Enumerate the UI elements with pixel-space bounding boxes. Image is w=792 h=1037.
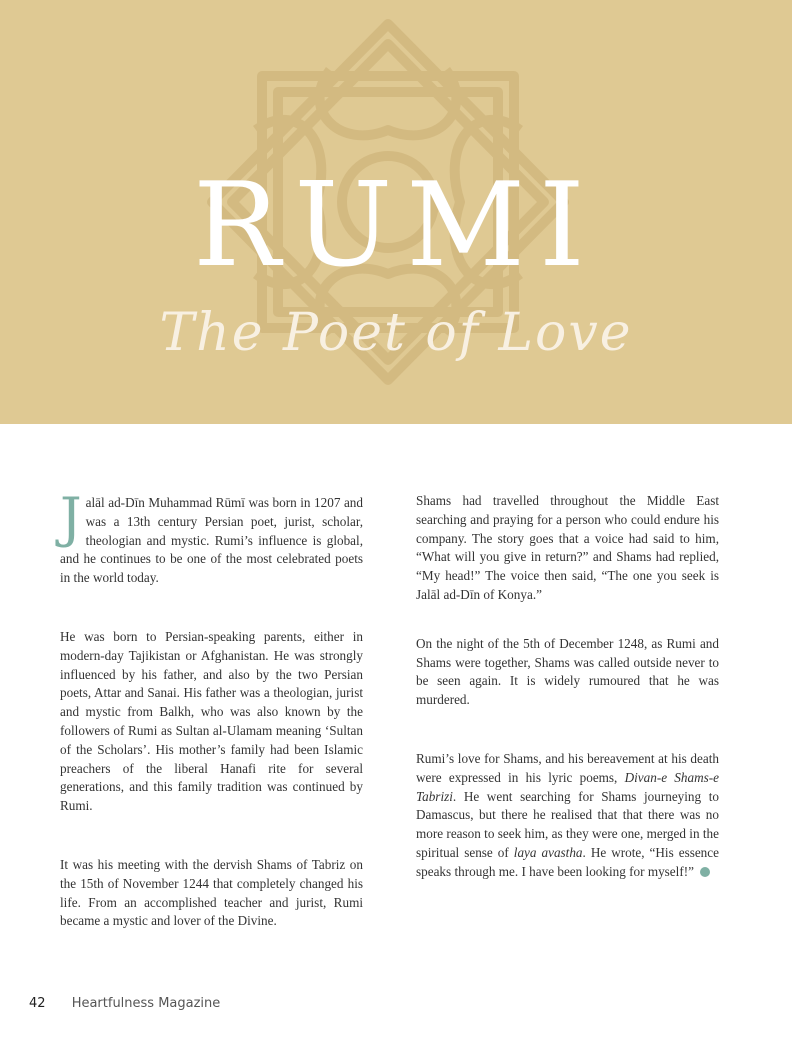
hero-banner <box>0 0 792 424</box>
article-right-column <box>416 492 719 882</box>
paragraph-text: alāl ad-Dīn Muhammad Rūmī was born in 1207 and was a 13th century Persian poet, jurist, scholar, theologian and mystic. Rumi’s influence is global, and he continues to be one of the most celebrated poets in the world today. <box>60 495 363 586</box>
publication-name: Heartfulness Magazine <box>71 996 221 1011</box>
article-left-column <box>60 486 363 931</box>
page-title: RUMI <box>193 158 599 293</box>
paragraph: It was his meeting with the dervish Shams of Tabriz on the 15th of November 1244 that completely changed his life. From an accomplished teacher and jurist, Rumi became a mystic and lover of the Divine. <box>60 856 363 929</box>
paragraph <box>60 486 363 588</box>
term-italic: laya avastha <box>513 844 583 860</box>
drop-cap: J <box>60 486 82 549</box>
paragraph: He was born to Persian-speaking parents, either in modern-day Tajikistan or Afghanistan. He was strongly influenced by his father, and also by the two Persian poets, Attar and Sanai. His father was a theologian, jurist and mystic from Balkh, who was also known by the followers of Rumi as Sultan al-Ulamam meaning ‘Sultan of the Scholars’. His mother’s family had been Islamic preachers of the liberal Hanafi rite for several generations, and this family tradition was continued by Rumi. <box>60 628 363 814</box>
end-mark-icon <box>700 867 710 877</box>
paragraph-text: . He went searching for Shams journeying to Damascus, but there he realised that that there was no more reason to seek him, as they were one, merged in the spiritual sense of <box>416 788 719 860</box>
paragraph-text: Rumi’s love for Shams, and his bereavement at his death were expressed in his lyric poems, <box>416 750 719 785</box>
paragraph: On the night of the 5th of December 1248, as Rumi and Shams were together, Shams was called outside never to be seen again. It is widely rumoured that he was murdered. <box>416 635 719 708</box>
poem-title: Divan-e Shams-e Tabrizi <box>416 769 719 804</box>
paragraph-text: . He wrote, “His essence speaks through me. I have been looking for myself!” <box>416 844 719 879</box>
page-number: 42 <box>29 996 46 1011</box>
page-footer <box>29 996 220 1011</box>
paragraph <box>416 750 719 882</box>
paragraph: Shams had travelled throughout the Middle East searching and praying for a person who could endure his company. The story goes that a voice had said to him, “What will you give in return?” and Shams had replied, “My head!” The voice then said, “The one you seek is Jalāl ad-Dīn of Konya.” <box>416 493 719 602</box>
page-subtitle: The Poet of Love <box>159 303 633 363</box>
